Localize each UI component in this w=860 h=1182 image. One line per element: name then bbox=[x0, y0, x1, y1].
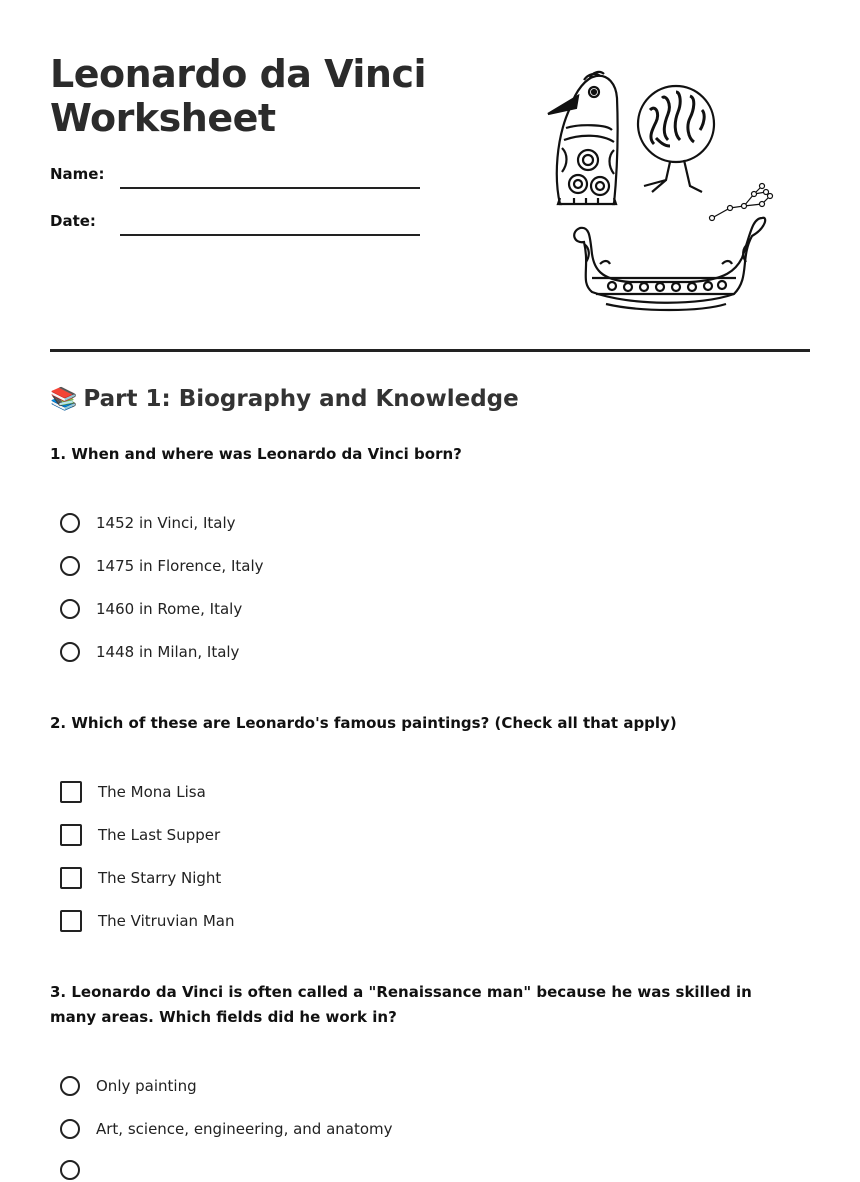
worksheet-title: Leonardo da Vinci Worksheet bbox=[50, 52, 427, 140]
section-title bbox=[50, 386, 519, 412]
question-2-text: 2. Which of these are Leonardo's famous paintings? (Check all that apply) bbox=[50, 714, 677, 732]
books-icon: 📚 bbox=[50, 387, 78, 412]
section-title-text: Part 1: Biography and Knowledge bbox=[83, 386, 519, 412]
bird-figure bbox=[548, 72, 618, 204]
radio-button[interactable] bbox=[60, 1119, 80, 1139]
section-divider bbox=[50, 349, 810, 352]
option-label: Only painting bbox=[96, 1077, 197, 1095]
radio-button[interactable] bbox=[60, 599, 80, 619]
question-3-text: 3. Leonardo da Vinci is often called a "Renaissance man" because he was skilled in many areas. Which fields did he work in? bbox=[50, 983, 752, 1026]
radio-button[interactable] bbox=[60, 513, 80, 533]
name-field[interactable] bbox=[120, 187, 420, 189]
question-2-option-2[interactable] bbox=[60, 823, 220, 847]
question-3-option-2[interactable] bbox=[60, 1117, 393, 1141]
question-2-option-4[interactable] bbox=[60, 909, 234, 933]
option-label: 1452 in Vinci, Italy bbox=[96, 514, 236, 532]
checkbox[interactable] bbox=[60, 910, 82, 932]
question-1-option-4[interactable] bbox=[60, 640, 239, 664]
option-label: The Last Supper bbox=[98, 826, 221, 844]
option-label: The Starry Night bbox=[98, 869, 222, 887]
option-label: Art, science, engineering, and anatomy bbox=[96, 1120, 393, 1138]
option-label: 1475 in Florence, Italy bbox=[96, 557, 264, 575]
radio-button[interactable] bbox=[60, 556, 80, 576]
checkbox[interactable] bbox=[60, 867, 82, 889]
viking-ship-figure bbox=[574, 218, 765, 310]
question-2-option-3[interactable] bbox=[60, 866, 221, 890]
option-label: The Vitruvian Man bbox=[98, 912, 235, 930]
question-1-option-1[interactable] bbox=[60, 511, 235, 535]
option-label: 1448 in Milan, Italy bbox=[96, 643, 240, 661]
radio-button[interactable] bbox=[60, 1160, 80, 1180]
question-1-option-3[interactable] bbox=[60, 597, 242, 621]
question-1-text: 1. When and where was Leonardo da Vinci born? bbox=[50, 445, 462, 463]
question-3-option-3-partial[interactable] bbox=[60, 1158, 80, 1182]
option-label: 1460 in Rome, Italy bbox=[96, 600, 243, 618]
checkbox[interactable] bbox=[60, 781, 82, 803]
question-1-option-2[interactable] bbox=[60, 554, 263, 578]
date-field[interactable] bbox=[120, 234, 420, 236]
date-label: Date: bbox=[50, 212, 96, 230]
constellation-figure bbox=[710, 184, 773, 221]
round-creature-figure bbox=[638, 86, 714, 192]
name-label: Name: bbox=[50, 165, 105, 183]
option-label: The Mona Lisa bbox=[98, 783, 206, 801]
radio-button[interactable] bbox=[60, 642, 80, 662]
question-3-option-1[interactable] bbox=[60, 1074, 197, 1098]
checkbox[interactable] bbox=[60, 824, 82, 846]
question-2-option-1[interactable] bbox=[60, 780, 206, 804]
viking-illustration bbox=[540, 68, 780, 318]
radio-button[interactable] bbox=[60, 1076, 80, 1096]
